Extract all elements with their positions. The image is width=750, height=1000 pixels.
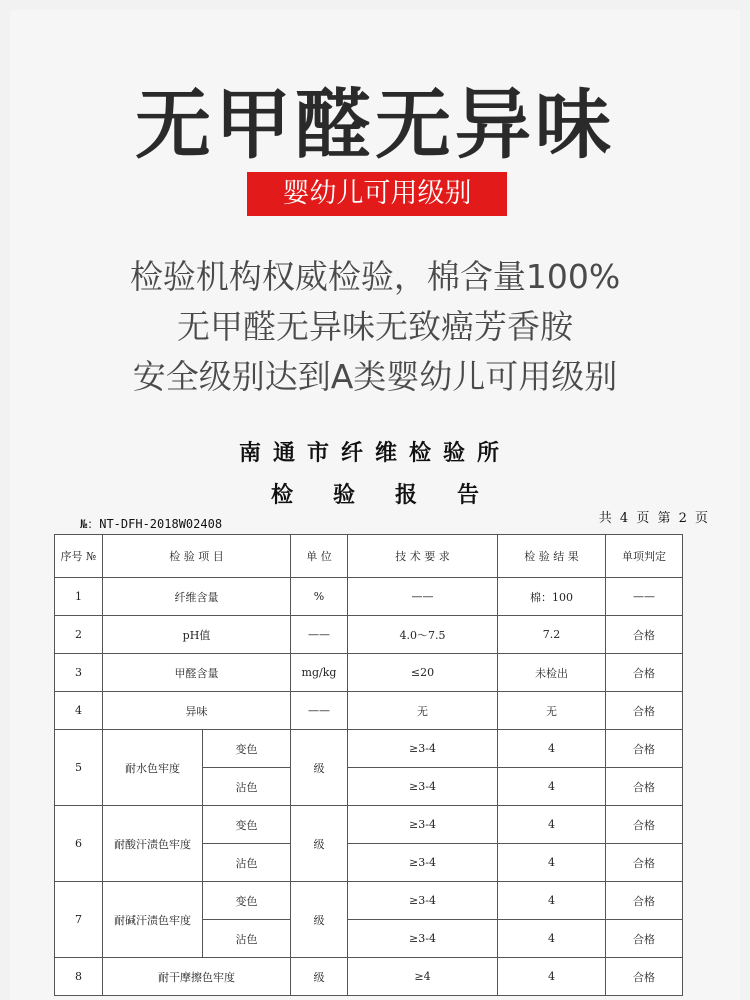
cell-result: 4 — [498, 958, 606, 996]
cell-requirement: ≥3-4 — [348, 768, 498, 806]
table-row — [55, 654, 683, 692]
cell-item: pH值 — [103, 616, 291, 654]
cell-unit: 级 — [291, 730, 348, 806]
table-row — [55, 578, 683, 616]
cell-seq: 3 — [55, 654, 103, 692]
cell-subitem: 变色 — [203, 882, 291, 920]
cell-unit: 级 — [291, 806, 348, 882]
cell-requirement: ≥3-4 — [348, 882, 498, 920]
cell-result: 4 — [498, 768, 606, 806]
cell-result: 7.2 — [498, 616, 606, 654]
cell-result: 4 — [498, 882, 606, 920]
cell-requirement: —— — [348, 578, 498, 616]
cell-verdict: 合格 — [606, 920, 683, 958]
cell-item: 耐干摩擦色牢度 — [103, 958, 291, 996]
table-row — [55, 958, 683, 996]
cell-result: 无 — [498, 692, 606, 730]
cell-verdict: 合格 — [606, 958, 683, 996]
cell-result: 未检出 — [498, 654, 606, 692]
cell-subitem: 变色 — [203, 730, 291, 768]
cell-verdict: 合格 — [606, 730, 683, 768]
cell-requirement: 4.0～7.5 — [348, 616, 498, 654]
table-header-row — [55, 535, 683, 578]
cell-requirement: ≥3-4 — [348, 806, 498, 844]
cell-item: 纤维含量 — [103, 578, 291, 616]
cell-seq: 2 — [55, 616, 103, 654]
cell-verdict: 合格 — [606, 692, 683, 730]
cell-verdict: 合格 — [606, 844, 683, 882]
cell-item: 耐碱汗渍色牢度 — [103, 882, 203, 958]
cell-subitem: 沾色 — [203, 920, 291, 958]
cell-unit: 级 — [291, 958, 348, 996]
cell-verdict: 合格 — [606, 806, 683, 844]
cell-verdict: 合格 — [606, 616, 683, 654]
cell-result: 4 — [498, 844, 606, 882]
cell-subitem: 沾色 — [203, 844, 291, 882]
cell-verdict: 合格 — [606, 768, 683, 806]
red-badge: 婴幼儿可用级别 — [247, 172, 507, 216]
cell-result: 4 — [498, 806, 606, 844]
header-seq: 序号 № — [55, 535, 103, 578]
report-table — [54, 534, 683, 996]
cell-verdict: 合格 — [606, 882, 683, 920]
table-row — [55, 882, 683, 920]
table-row — [55, 616, 683, 654]
header-item: 检 验 项 目 — [103, 535, 291, 578]
cell-seq: 8 — [55, 958, 103, 996]
cell-seq: 4 — [55, 692, 103, 730]
header-verdict: 单项判定 — [606, 535, 683, 578]
header-result: 检 验 结 果 — [498, 535, 606, 578]
cell-result: 4 — [498, 920, 606, 958]
cell-unit: mg/kg — [291, 654, 348, 692]
cell-item: 异味 — [103, 692, 291, 730]
header-unit: 单 位 — [291, 535, 348, 578]
description-line-2: 无甲醛无异味无致癌芳香胺 — [177, 307, 573, 346]
cell-item: 耐酸汗渍色牢度 — [103, 806, 203, 882]
cell-requirement: 无 — [348, 692, 498, 730]
cell-unit: —— — [291, 616, 348, 654]
cell-requirement: ≥3-4 — [348, 844, 498, 882]
page-count: 共 4 页 第 2 页 — [598, 511, 710, 526]
cell-subitem: 变色 — [203, 806, 291, 844]
report-number: №：NT-DFH-2018W02408 — [80, 517, 223, 531]
table-row — [55, 692, 683, 730]
header-requirement: 技 术 要 求 — [348, 535, 498, 578]
description-line-1: 检验机构权威检验，棉含量100% — [129, 257, 621, 296]
cell-seq: 5 — [55, 730, 103, 806]
cell-result: 4 — [498, 730, 606, 768]
table-row — [55, 730, 683, 768]
cell-unit: —— — [291, 692, 348, 730]
cell-verdict: —— — [606, 578, 683, 616]
cell-result: 棉：100 — [498, 578, 606, 616]
cell-seq: 1 — [55, 578, 103, 616]
cell-item: 甲醛含量 — [103, 654, 291, 692]
cell-verdict: 合格 — [606, 654, 683, 692]
report-heading: 检验报告 — [270, 482, 519, 508]
description-line-3: 安全级别达到A类婴幼儿可用级别 — [132, 357, 618, 396]
cell-requirement: ≥3-4 — [348, 920, 498, 958]
table-row — [55, 806, 683, 844]
institution-name: 南通市纤维检验所 — [238, 440, 511, 466]
cell-requirement: ≤20 — [348, 654, 498, 692]
cell-unit: 级 — [291, 882, 348, 958]
cell-requirement: ≥4 — [348, 958, 498, 996]
cell-seq: 7 — [55, 882, 103, 958]
cell-subitem: 沾色 — [203, 768, 291, 806]
cell-seq: 6 — [55, 806, 103, 882]
cell-requirement: ≥3-4 — [348, 730, 498, 768]
cell-unit: % — [291, 578, 348, 616]
main-title: 无甲醛无异味 — [135, 80, 615, 169]
cell-item: 耐水色牢度 — [103, 730, 203, 806]
